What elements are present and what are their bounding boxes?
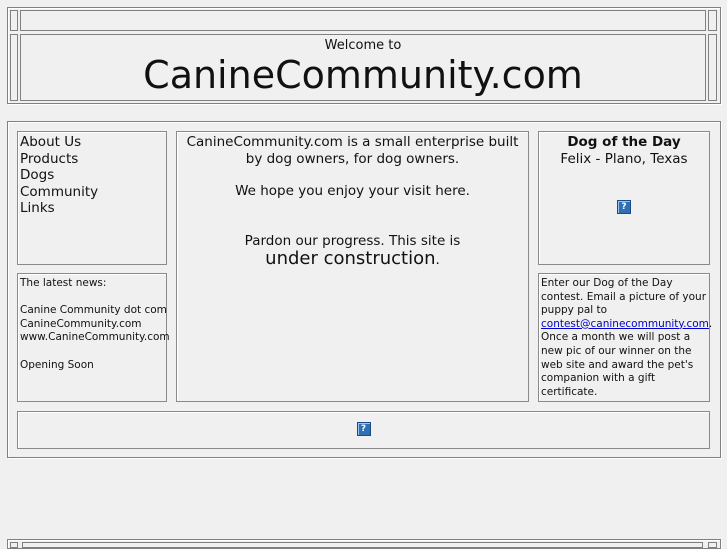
header-frame-left-top [10,10,18,31]
header-frame-left-bottom [10,34,18,101]
contest-text: Enter our Dog of the Day contest. Email a picture of your puppy pal to [541,277,707,317]
nav-item-links[interactable]: Links [20,200,55,216]
news-line: CanineCommunity.com [20,317,142,330]
broken-image-icon [617,200,631,214]
bottom-frame-right [708,542,717,548]
notice-period: . [435,252,440,268]
header-top-bar [20,10,706,31]
welcome-text: Welcome to [324,38,402,53]
construction-notice [177,248,528,269]
news-heading: The latest news: [20,277,107,289]
intro-text: CanineCommunity.com is a small enterprise built by dog owners, for dog owners. [186,134,519,167]
dog-of-the-day-name: Felix - Plano, Texas [560,150,688,167]
site-title: CanineCommunity.com [143,53,583,97]
header-frame-right-top [708,10,717,31]
dog-of-the-day-panel [538,131,710,265]
main-content [176,131,529,402]
news-status: Opening Soon [20,358,94,371]
nav-menu [17,131,167,265]
broken-image-glyph: ? [621,202,627,212]
dog-of-the-day-title: Dog of the Day [567,134,681,150]
header-frame-right-bottom [708,34,717,101]
contest-text-after: . Once a month we will post a new pic of our winner on the web site and award the pet's companion with a gift certificate. [541,317,713,398]
footer-banner [17,411,710,449]
nav-item-products[interactable]: Products [20,150,79,167]
contest-panel [538,273,713,402]
broken-image-glyph: ? [360,424,367,434]
news-line: www.CanineCommunity.com [20,331,170,344]
nav-item-community[interactable]: Community [20,183,99,200]
contest-email-link[interactable]: contest@caninecommunity.com [541,317,709,330]
broken-image-icon [357,422,371,436]
bottom-frame-left [10,542,18,548]
bottom-frame-middle [22,542,703,548]
nav-item-about-us[interactable]: About Us [20,134,82,150]
under-construction-text: under construction [265,248,436,269]
header-banner [20,34,706,101]
progress-notice: Pardon our progress. This site is [244,232,461,249]
welcome-message: We hope you enjoy your visit here. [235,183,470,199]
nav-item-dogs[interactable]: Dogs [20,167,55,183]
news-line: Canine Community dot com [20,304,167,317]
news-panel [17,273,170,402]
